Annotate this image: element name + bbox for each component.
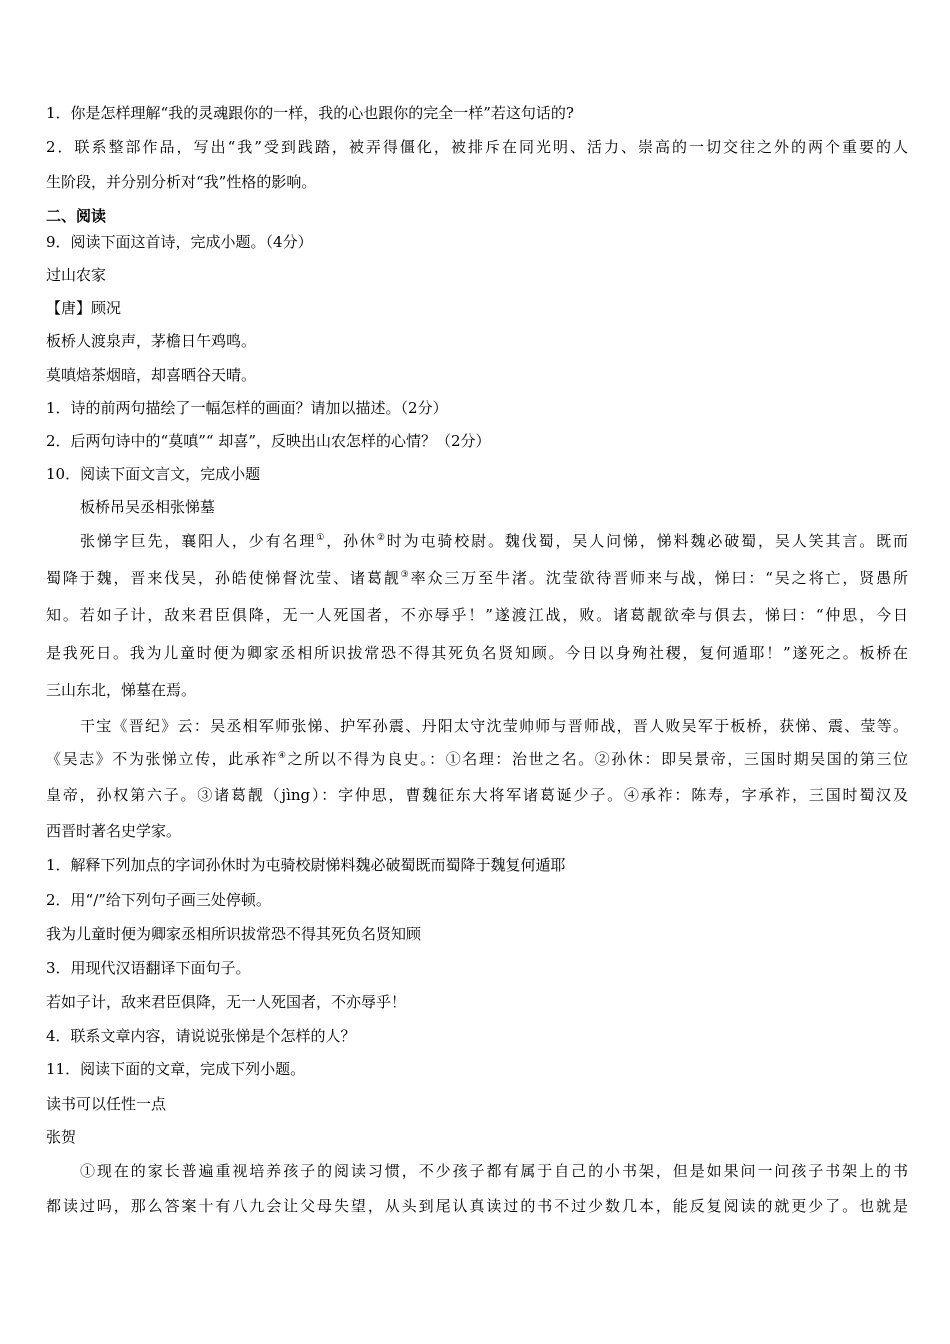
- q9-sub1: 1．诗的前两句描绘了一幅怎样的画面？请加以描述。（2分）: [46, 399, 448, 417]
- q10-sub3: 3．用现代汉语翻译下面句子。: [46, 959, 251, 977]
- footnote-mark: ②: [376, 533, 387, 543]
- q10-p2-line1: 干宝《晋纪》云：吴丞相军师张悌、护军孙震、丹阳太守沈莹帅师与晋师战，晋人败吴军于板桥，获悌、震、莹等。: [80, 717, 908, 735]
- q11-prompt: 11．阅读下面的文章，完成下列小题。: [46, 1060, 306, 1078]
- q11-p1-line2: 都读过吗，那么答案十有八九会让父母失望，从头到尾认真读过的书不过少数几本，能反复阅读的就更少了。也就是: [46, 1197, 908, 1215]
- q10-p1-line3: 知。若如子计，敌来君臣俱降，无一人死国者，不亦辱乎！”遂渡江战，败。诸葛靓欲牵与俱去，悌曰：“仲思，今日: [46, 606, 908, 624]
- q10-sub3-text: 若如子计，敌来君臣俱降，无一人死国者，不亦辱乎！: [46, 993, 407, 1011]
- q10-p1-line5: 三山东北，悌墓在焉。: [46, 681, 197, 699]
- q10-p1-line1: 张悌字巨先，襄阳人，少有名理①，孙休②时为屯骑校尉。魏伐蜀，吴人问悌，悌料魏必破蜀，吴人笑其言。既而: [80, 532, 908, 550]
- q10-title: 板桥吊吴丞相张悌墓: [80, 498, 216, 516]
- q10-p2-line4: 西晋时著名史学家。: [46, 822, 182, 840]
- q8-sub1: 1．你是怎样理解“我的灵魂跟你的一样，我的心也跟你的完全一样”若这句话的?: [46, 104, 574, 122]
- section-heading: 二、阅读: [46, 207, 107, 225]
- q8-sub2-line2: 生阶段，并分别分析对“我”性格的影响。: [46, 173, 317, 191]
- footnote-mark: ④: [277, 751, 288, 761]
- poem-line-2: 莫嗔焙茶烟暗，却喜晒谷天晴。: [46, 366, 257, 384]
- q10-p1-line2: 蜀降于魏，晋来伐吴，孙皓使悌督沈莹、诸葛靓③率众三万至牛渚。沈莹欲待晋师来与战，悌曰：“吴之将亡，贤愚所: [46, 569, 908, 587]
- poem-author: 【唐】顾况: [46, 299, 122, 317]
- footnote-mark: ①: [316, 533, 327, 543]
- q11-title: 读书可以任性一点: [46, 1095, 167, 1113]
- q11-author: 张贺: [46, 1128, 77, 1146]
- q10-p1-line4: 是我死日。我为儿童时便为卿家丞相所识拔常恐不得其死负名贤知顾。今日以身殉社稷，复何遁耶！”遂死之。板桥在: [46, 644, 908, 662]
- poem-title: 过山农家: [46, 266, 107, 284]
- q10-sub2-text: 我为儿童时便为卿家丞相所识拔常恐不得其死负名贤知顾: [46, 925, 422, 943]
- q10-prompt: 10．阅读下面文言文，完成小题: [46, 465, 261, 483]
- q10-p2-line3: 皇帝，孙权第六子。③诸葛靓（jìng）：字仲思，曹魏征东大将军诸葛诞少子。④承祚：陈寿，字承祚，三国时蜀汉及: [46, 786, 908, 804]
- q10-sub4: 4．联系文章内容，请说说张悌是个怎样的人？: [46, 1027, 356, 1045]
- q10-sub2: 2．用“/”给下列句子画三处停顿。: [46, 891, 271, 909]
- q9-prompt: 9．阅读下面这首诗，完成小题。（4分）: [46, 233, 313, 251]
- q10-sub1: 1．解释下列加点的字词孙休时为屯骑校尉悌料魏必破蜀既而蜀降于魏复何遁耶: [46, 856, 566, 874]
- q10-p2-line2: 《吴志》不为张悌立传，此承祚④之所以不得为良史。：①名理：治世之名。②孙休：即吴景帝，三国时期吴国的第三位: [46, 750, 908, 768]
- footnote-mark: ③: [400, 570, 411, 580]
- q8-sub2-line1: 2．联系整部作品，写出“我”受到践踏，被弄得僵化，被排斥在同光明、活力、崇高的一切交往之外的两个重要的人: [46, 138, 908, 156]
- q11-p1-line1: ①现在的家长普遍重视培养孩子的阅读习惯，不少孩子都有属于自己的小书架，但是如果问一问孩子书架上的书: [80, 1162, 908, 1180]
- q9-sub2: 2．后两句诗中的“莫嗔”“ 却喜”，反映出山农怎样的心情？（2分）: [46, 432, 491, 450]
- poem-line-1: 板桥人渡泉声，茅檐日午鸡鸣。: [46, 332, 257, 350]
